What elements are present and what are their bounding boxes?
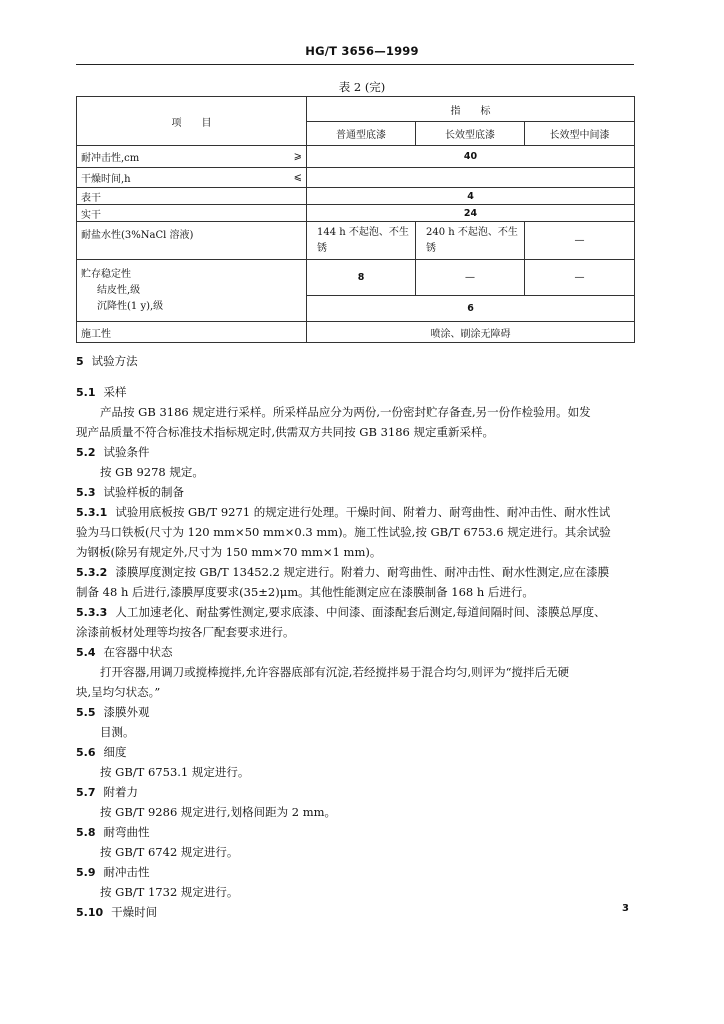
clause-heading bbox=[76, 563, 609, 582]
clause-title: 漆膜外观 bbox=[103, 705, 150, 719]
table-row bbox=[77, 146, 635, 168]
clause-heading bbox=[76, 903, 157, 922]
col-header-item: 项 目 bbox=[77, 97, 307, 146]
table-row bbox=[77, 222, 635, 260]
paragraph-line: 制备 48 h 后进行,漆膜厚度要求(35±2)μm。其他性能测定应在漆膜制备 168 h 后进行。 bbox=[76, 585, 534, 599]
clause-heading bbox=[76, 443, 150, 462]
paragraph-line: 按 GB/T 6753.1 规定进行。 bbox=[100, 765, 250, 779]
surface-dry-value: 4 bbox=[307, 188, 635, 205]
clause-number: 5.10 bbox=[76, 906, 104, 919]
clause-heading bbox=[76, 703, 150, 722]
settle-value: 6 bbox=[307, 296, 635, 322]
clause-heading bbox=[76, 783, 138, 802]
impact-label: 耐冲击性,cm bbox=[81, 153, 140, 164]
clause-title: 耐弯曲性 bbox=[103, 825, 150, 839]
dry-time-blank bbox=[307, 168, 635, 188]
subheader-long-primer: 长效型底漆 bbox=[416, 122, 525, 146]
page-number: 3 bbox=[622, 903, 629, 914]
clause-title: 耐冲击性 bbox=[103, 865, 150, 879]
section-number: 5 bbox=[76, 355, 84, 368]
clause-heading bbox=[76, 383, 127, 402]
table-row bbox=[77, 188, 635, 205]
paragraph-line: 按 GB/T 9286 规定进行,划格间距为 2 mm。 bbox=[100, 805, 337, 819]
table-row bbox=[77, 322, 635, 343]
clause-text: 人工加速老化、耐盐雾性测定,要求底漆、中间漆、面漆配套后测定,每道间隔时间、漆膜总厚度、 bbox=[115, 605, 606, 619]
dry-time-symbol: ⩽ bbox=[293, 172, 302, 183]
clause-number: 5.9 bbox=[76, 866, 96, 879]
paragraph-line: 为钢板(除另有规定外,尺寸为 150 mm×70 mm×1 mm)。 bbox=[76, 545, 382, 559]
salt-value-long-primer: 240 h 不起泡、不生锈 bbox=[416, 222, 525, 260]
clause-title: 干燥时间 bbox=[111, 905, 158, 919]
surface-dry-label: 表干 bbox=[77, 188, 307, 205]
clause-number: 5.1 bbox=[76, 386, 96, 399]
impact-symbol: ⩾ bbox=[293, 151, 302, 162]
hard-dry-label: 实干 bbox=[77, 205, 307, 222]
paragraph-line: 按 GB 9278 规定。 bbox=[100, 465, 204, 479]
paragraph-line: 现产品质量不符合标准技术指标规定时,供需双方共同按 GB 3186 规定重新采样。 bbox=[76, 425, 495, 439]
skin-value-intermediate: — bbox=[525, 260, 635, 296]
storage-label-cell bbox=[77, 260, 307, 322]
paragraph-line: 按 GB/T 1732 规定进行。 bbox=[100, 885, 239, 899]
salt-value-intermediate: — bbox=[525, 222, 635, 260]
settle-label: 沉降性(1 y),级 bbox=[97, 300, 164, 312]
paragraph-line: 涂漆前板材处理等均按各厂配套要求进行。 bbox=[76, 625, 295, 639]
table-row bbox=[77, 260, 635, 296]
paragraph-line: 块,呈均匀状态。” bbox=[76, 685, 161, 699]
dry-time-label: 干燥时间,h bbox=[81, 174, 131, 185]
subheader-long-intermediate: 长效型中间漆 bbox=[525, 122, 635, 146]
clause-heading bbox=[76, 863, 150, 882]
clause-number: 5.5 bbox=[76, 706, 96, 719]
application-label: 施工性 bbox=[77, 322, 307, 343]
clause-title: 附着力 bbox=[103, 785, 138, 799]
clause-title: 试验样板的制备 bbox=[103, 485, 184, 499]
table-row bbox=[77, 205, 635, 222]
application-value: 喷涂、刷涂无障碍 bbox=[307, 322, 635, 343]
clause-text: 漆膜厚度测定按 GB/T 13452.2 规定进行。附着力、耐弯曲性、耐冲击性、耐水性测定,应在漆膜 bbox=[115, 565, 610, 579]
clause-heading bbox=[76, 503, 610, 522]
paragraph-line: 验为马口铁板(尺寸为 120 mm×50 mm×0.3 mm)。施工性试验,按 GB/T 6753.6 规定进行。其余试验 bbox=[76, 525, 611, 539]
clause-number: 5.6 bbox=[76, 746, 96, 759]
clause-title: 在容器中状态 bbox=[103, 645, 173, 659]
clause-title: 试验条件 bbox=[103, 445, 150, 459]
clause-heading bbox=[76, 643, 173, 662]
skin-value-long-primer: — bbox=[416, 260, 525, 296]
clause-number: 5.3.2 bbox=[76, 566, 108, 579]
subheader-standard-primer: 普通型底漆 bbox=[307, 122, 416, 146]
clause-heading bbox=[76, 483, 184, 502]
clause-heading bbox=[76, 743, 127, 762]
clause-title: 采样 bbox=[103, 385, 127, 399]
salt-value-standard: 144 h 不起泡、不生锈 bbox=[307, 222, 416, 260]
clause-number: 5.8 bbox=[76, 826, 96, 839]
clause-number: 5.7 bbox=[76, 786, 96, 799]
paragraph-line: 按 GB/T 6742 规定进行。 bbox=[100, 845, 239, 859]
clause-heading bbox=[76, 823, 150, 842]
salt-label: 耐盐水性(3%NaCl 溶液) bbox=[77, 222, 307, 260]
skin-label: 结皮性,级 bbox=[97, 284, 141, 296]
impact-value: 40 bbox=[307, 146, 635, 168]
storage-label: 贮存稳定性 bbox=[81, 268, 131, 280]
clause-number: 5.3.1 bbox=[76, 506, 108, 519]
row-label-impact bbox=[77, 146, 307, 168]
spec-table bbox=[76, 96, 635, 343]
clause-number: 5.4 bbox=[76, 646, 96, 659]
clause-number: 5.2 bbox=[76, 446, 96, 459]
clause-title: 细度 bbox=[103, 745, 127, 759]
hard-dry-value: 24 bbox=[307, 205, 635, 222]
col-header-index: 指 标 bbox=[307, 97, 635, 122]
paragraph-line: 打开容器,用调刀或搅棒搅拌,允许容器底部有沉淀,若经搅拌易于混合均匀,则评为“搅拌后无硬 bbox=[100, 665, 569, 679]
table-caption: 表 2 (完) bbox=[338, 80, 386, 94]
paragraph-line: 目测。 bbox=[100, 725, 135, 739]
section-title: 试验方法 bbox=[91, 354, 138, 368]
skin-value-standard: 8 bbox=[307, 260, 416, 296]
clause-number: 5.3 bbox=[76, 486, 96, 499]
clause-text: 试验用底板按 GB/T 9271 的规定进行处理。干燥时间、附着力、耐弯曲性、耐冲击性、耐水性试 bbox=[115, 505, 611, 519]
section-heading bbox=[76, 352, 138, 371]
standard-code-header: HG/T 3656—1999 bbox=[305, 44, 419, 58]
clause-number: 5.3.3 bbox=[76, 606, 108, 619]
paragraph-line: 产品按 GB 3186 规定进行采样。所采样品应分为两份,一份密封贮存备查,另一份作检验用。如发 bbox=[100, 405, 591, 419]
clause-heading bbox=[76, 603, 606, 622]
table-row bbox=[77, 168, 635, 188]
row-label-dry-time bbox=[77, 168, 307, 188]
header-divider bbox=[76, 64, 634, 65]
